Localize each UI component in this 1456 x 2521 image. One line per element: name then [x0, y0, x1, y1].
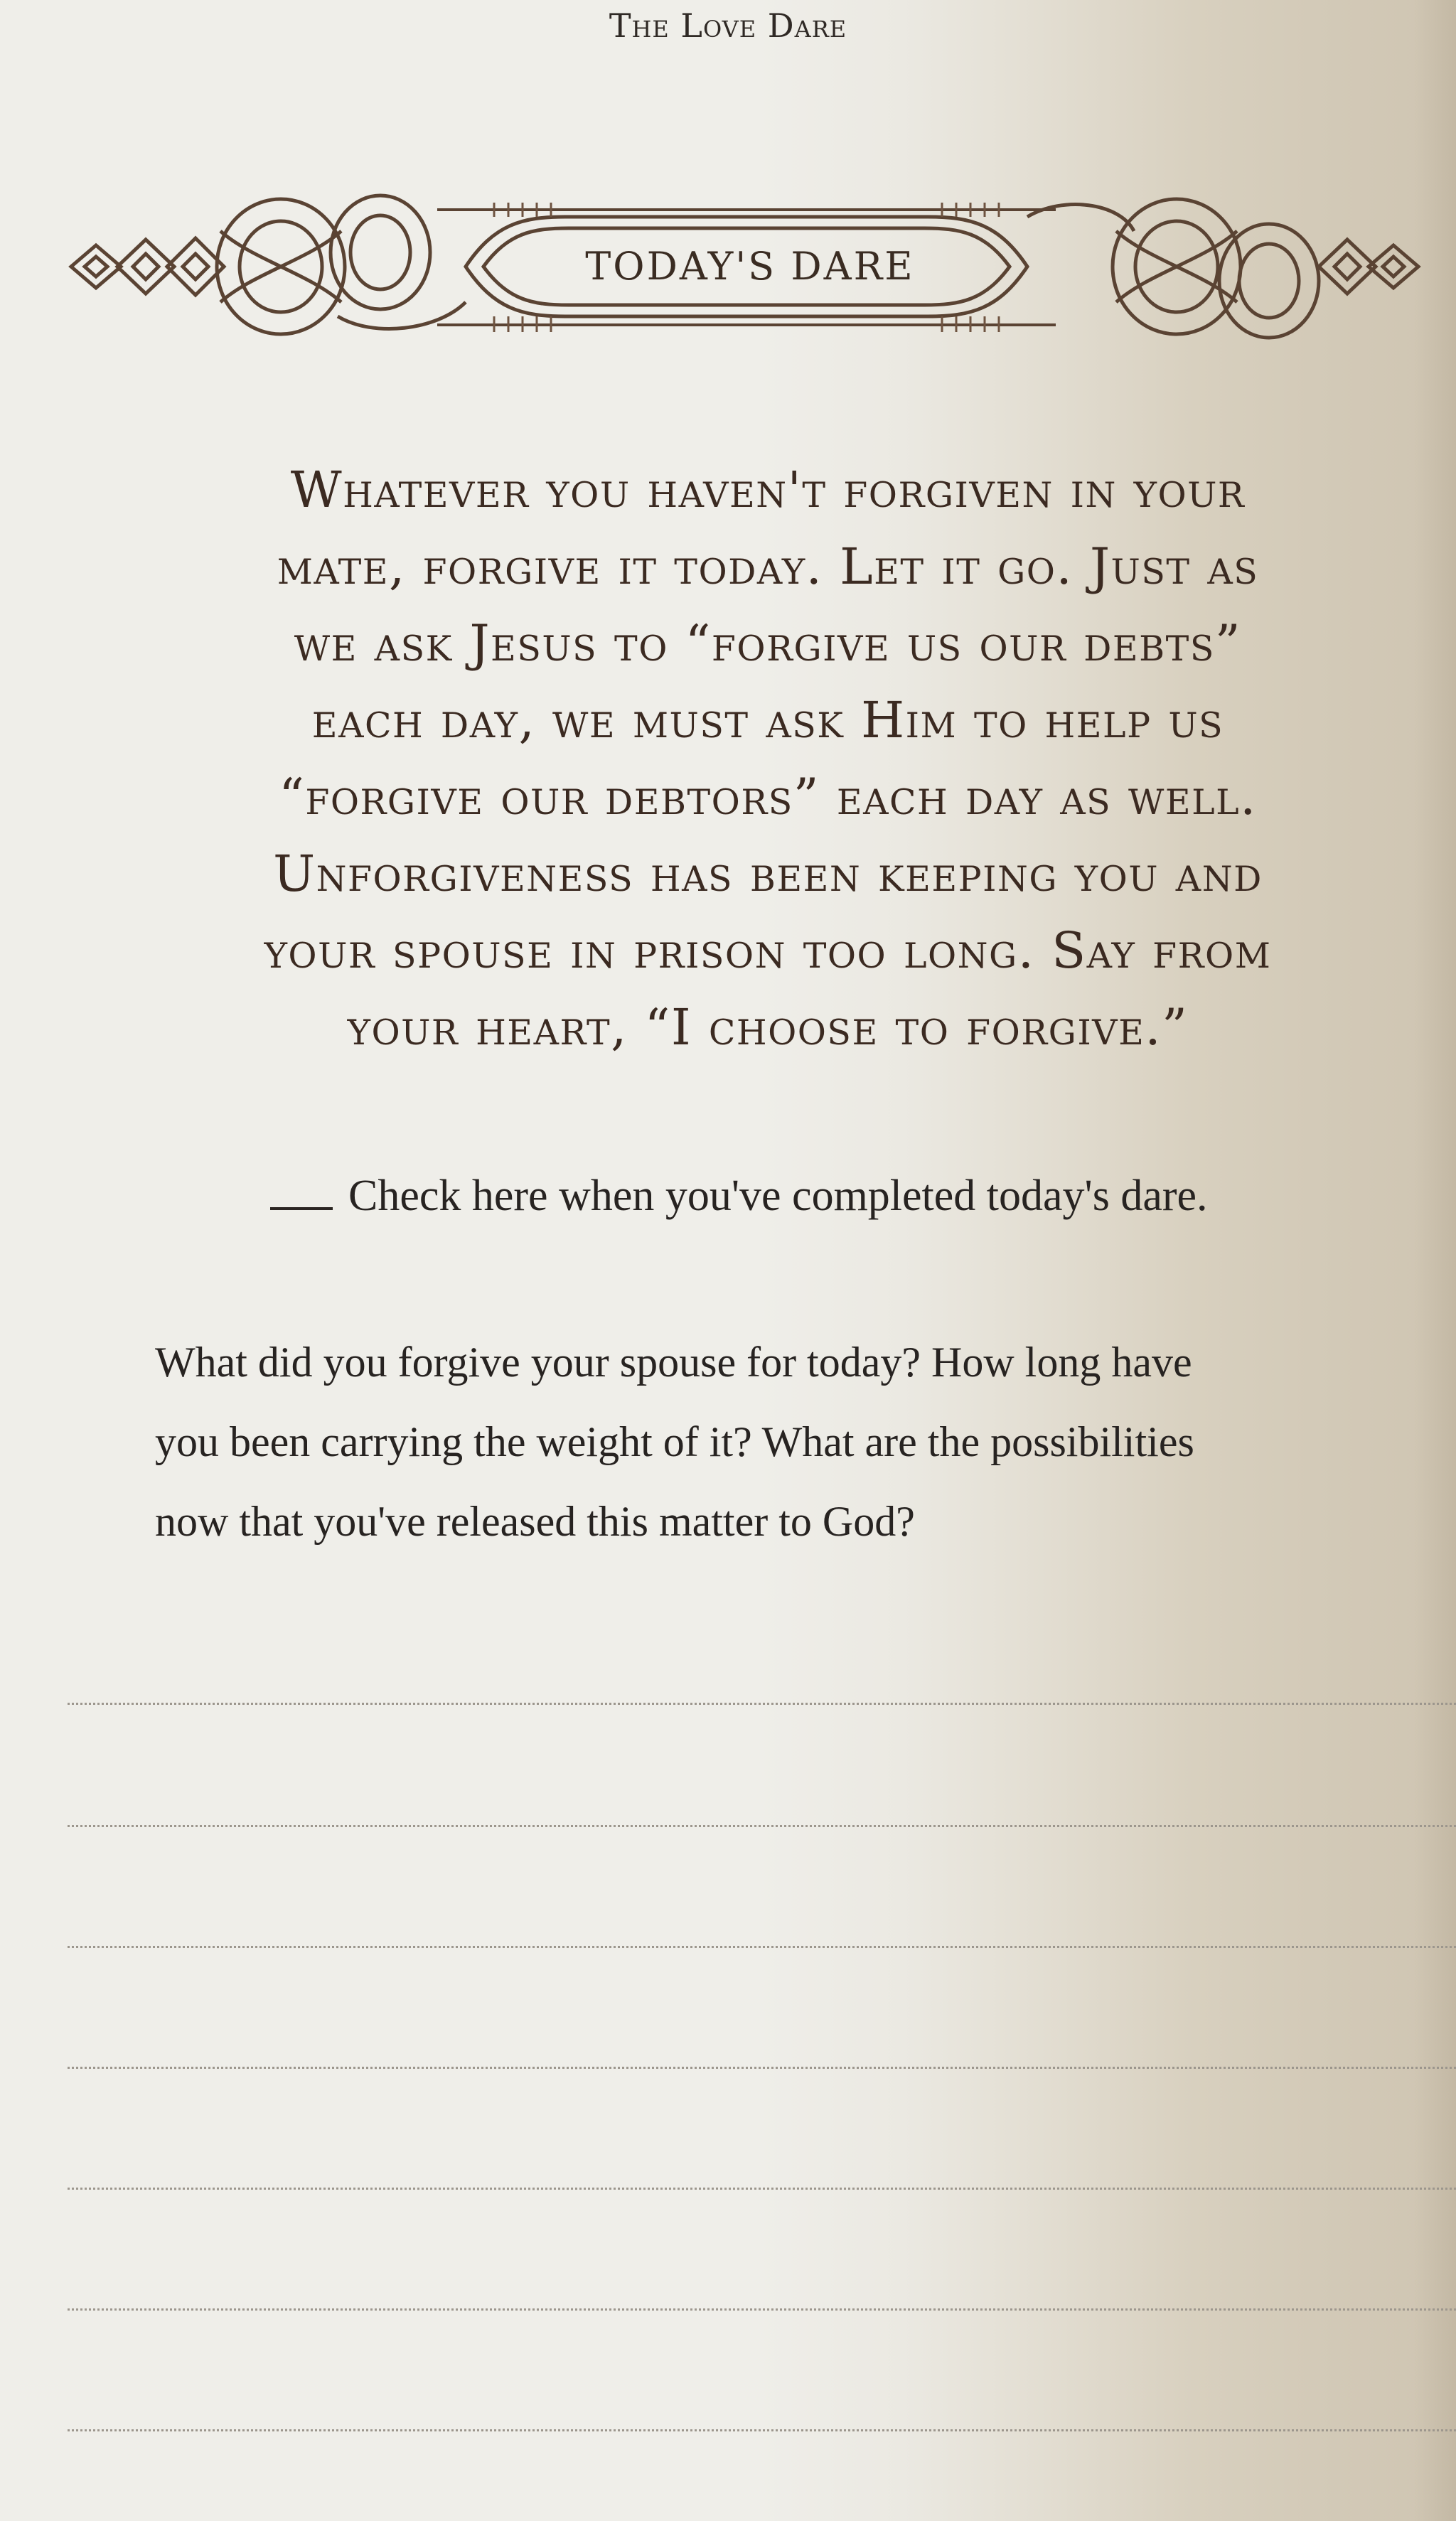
todays-dare-banner [68, 174, 1425, 359]
dare-line: your spouse in prison too long. Say from [264, 921, 1272, 980]
dare-text [142, 451, 1393, 1066]
running-head: The Love Dare [609, 6, 847, 45]
check-blank[interactable] [270, 1166, 333, 1210]
question-line: now that you've released this matter to God? [155, 1498, 915, 1545]
dare-line: “forgive our debtors” each day as well. [279, 768, 1257, 826]
completion-check [270, 1166, 1408, 1224]
dare-line: we ask Jesus to “forgive us our debts” [294, 614, 1242, 673]
reflection-question [155, 1322, 1435, 1561]
dare-line: mate, forgive it today. Let it go. Just as [277, 537, 1259, 596]
banner-title: TODAY'S DARE [585, 244, 915, 289]
question-line: What did you forgive your spouse for today? How long have [155, 1339, 1192, 1386]
dare-line: your heart, “I choose to forgive.” [347, 998, 1189, 1056]
question-line: you been carrying the weight of it? What are the possibilities [155, 1418, 1194, 1465]
dare-line: Unforgiveness has been keeping you and [273, 845, 1263, 903]
check-label: Check here when you've completed today's dare. [348, 1172, 1208, 1220]
writing-line[interactable] [68, 2188, 1456, 2190]
dare-line: Whatever you haven't forgiven in your [290, 461, 1246, 519]
writing-line[interactable] [68, 1946, 1456, 1948]
writing-line[interactable] [68, 2308, 1456, 2311]
writing-line[interactable] [68, 1703, 1456, 1705]
writing-line[interactable] [68, 1825, 1456, 1827]
dare-line: each day, we must ask Him to help us [311, 691, 1224, 749]
writing-lines [68, 1703, 1456, 2485]
writing-line[interactable] [68, 2429, 1456, 2431]
writing-line[interactable] [68, 2067, 1456, 2069]
